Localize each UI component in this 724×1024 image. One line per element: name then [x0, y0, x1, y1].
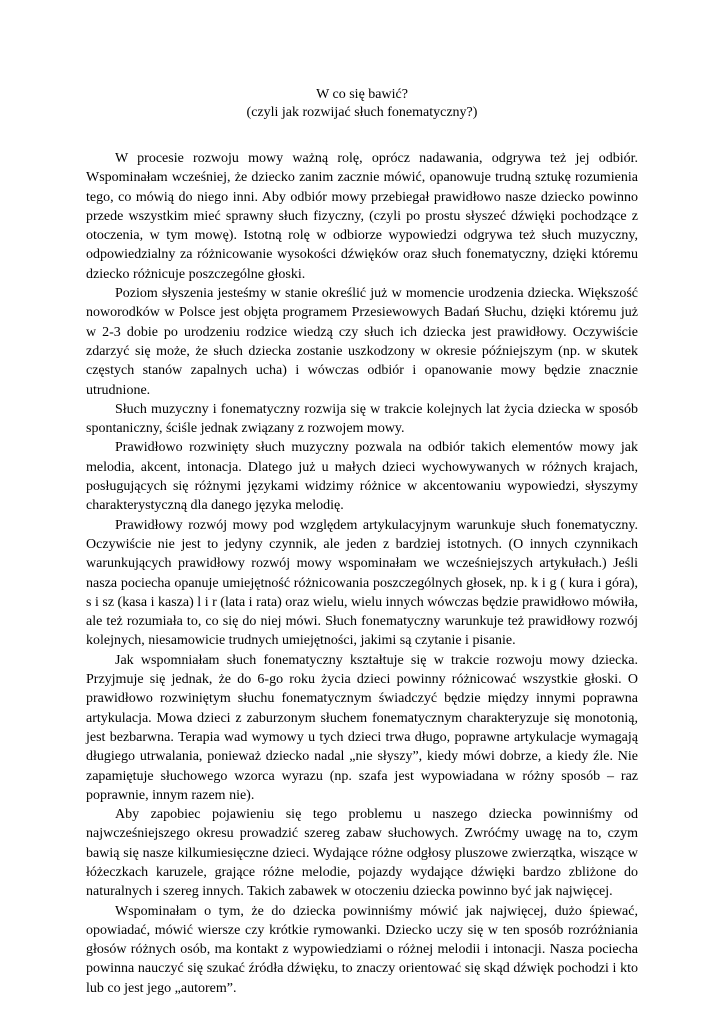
paragraph: Słuch muzyczny i fonematyczny rozwija się w trakcie kolejnych lat życia dziecka w sposób spontaniczny, ściśle jednak związany z rozwojem mowy.	[86, 401, 638, 437]
document-body	[86, 149, 638, 998]
document-title: W co się bawić?	[316, 87, 408, 102]
paragraph: Prawidłowy rozwój mowy pod względem artykulacyjnym warunkuje słuch fonematyczny. Oczywiście nie jest to jedyny czynnik, ale jeden z bardziej istotnych. (O innych czynnikach warunkujących prawidłowy rozwój mowy wspominałam we wcześniejszych artykułach.) Jeśli nasza pociecha opanuje umiejętność różnicowania poszczególnych głosek, np. k i g ( kura i góra), s i sz (kasa i kasza) l i r (lata i rata) oraz wielu, wielu innych wówczas będzie prawidłowo mówiła, ale też rozumiała to, co się do niej mówi. Słuch fonematyczny warunkuje też prawidłowy rozwój kolejnych, niesamowicie trudnych umiejętności, jakimi są czytanie i pisanie.	[86, 517, 638, 649]
paragraph: Aby zapobiec pojawieniu się tego problemu u naszego dziecka powinniśmy od najwcześniejszego okresu prowadzić szereg zabaw słuchowych. Zwróćmy uwagę na to, czym bawią się nasze kilkumiesięczne dzieci. Wydające różne odgłosy pluszowe zwierzątka, wiszące w łóżeczkach karuzele, grające różne melodie, pojazdy wydające dźwięki bardzo zbliżone do naturalnych i szereg innych. Takich zabawek w otoczeniu dziecka powinno być jak najwięcej.	[86, 807, 638, 900]
paragraph: Prawidłowo rozwinięty słuch muzyczny pozwala na odbiór takich elementów mowy jak melodia, akcent, intonacja. Dlatego już u małych dzieci wychowywanych w różnych krajach, posługujących się różnymi językami widzimy różnice w akcentowaniu wypowiedzi, słyszymy charakterystyczną dla danego języka melodię.	[86, 440, 638, 514]
paragraph: Wspominałam o tym, że do dziecka powinniśmy mówić jak najwięcej, dużo śpiewać, opowiadać, mówić wiersze czy krótkie rymowanki. Dziecko uczy się w ten sposób rozróżniania głosów różnych osób, ma kontakt z wypowiedziami o różnej melodii i intonacji. Nasza pociecha powinna nauczyć się szukać źródła dźwięku, to znaczy orientować się skąd dźwięk pochodzi i kto lub co jest jego „autorem”.	[86, 903, 638, 996]
paragraph: W procesie rozwoju mowy ważną rolę, oprócz nadawania, odgrywa też jej odbiór. Wspominałam wcześniej, że dziecko zanim zacznie mówić, opanowuje trudną sztukę rozumienia tego, co mówią do niego inni. Aby odbiór mowy przebiegał prawidłowo nasze dziecko powinno przede wszystkim mieć sprawny słuch fizyczny, (czyli po prostu słyszeć dźwięki pochodzące z otoczenia, w tym mowę). Istotną rolę w odbiorze wypowiedzi odgrywa też słuch muzyczny, odpowiedzialny za różnicowanie wysokości dźwięków oraz słuch fonematyczny, dzięki któremu dziecko różnicuje poszczególne głoski.	[86, 151, 638, 282]
paragraph: Poziom słyszenia jesteśmy w stanie określić już w momencie urodzenia dziecka. Większość noworodków w Polsce jest objęta programem Przesiewowych Badań Słuchu, dzięki któremu już w 2-3 dobie po urodzeniu rodzice wiedzą czy słuch ich dziecka jest prawidłowy. Oczywiście zdarzyć się może, że słuch dziecka zostanie uszkodzony w okresie późniejszym (np. w skutek częstych stanów zapalnych ucha) i wówczas odbiór i opanowanie mowy będzie znacznie utrudnione.	[86, 286, 638, 398]
paragraph: Jak wspomniałam słuch fonematyczny kształtuje się w trakcie rozwoju mowy dziecka. Przyjmuje się jednak, że do 6-go roku życia dzieci powinny różnicować wszystkie głoski. O prawidłowo rozwiniętym słuchu fonematycznym świadczyć będzie między innymi poprawna artykulacja. Mowa dzieci z zaburzonym słuchem fonematycznym charakteryzuje się monotonią, jest bezbarwna. Terapia wad wymowy u tych dzieci trwa długo, poprawne artykulacje wymagają długiego utrwalania, ponieważ dziecko nadal „nie słyszy”, kiedy mówi dobrze, a kiedy źle. Nie zapamiętuje słuchowego wzorca wyrazu (np. szafa jest wypowiadana w różny sposób – raz poprawnie, innym razem nie).	[86, 652, 638, 803]
title-block	[0, 86, 724, 123]
document-subtitle: (czyli jak rozwijać słuch fonematyczny?)	[246, 105, 478, 121]
